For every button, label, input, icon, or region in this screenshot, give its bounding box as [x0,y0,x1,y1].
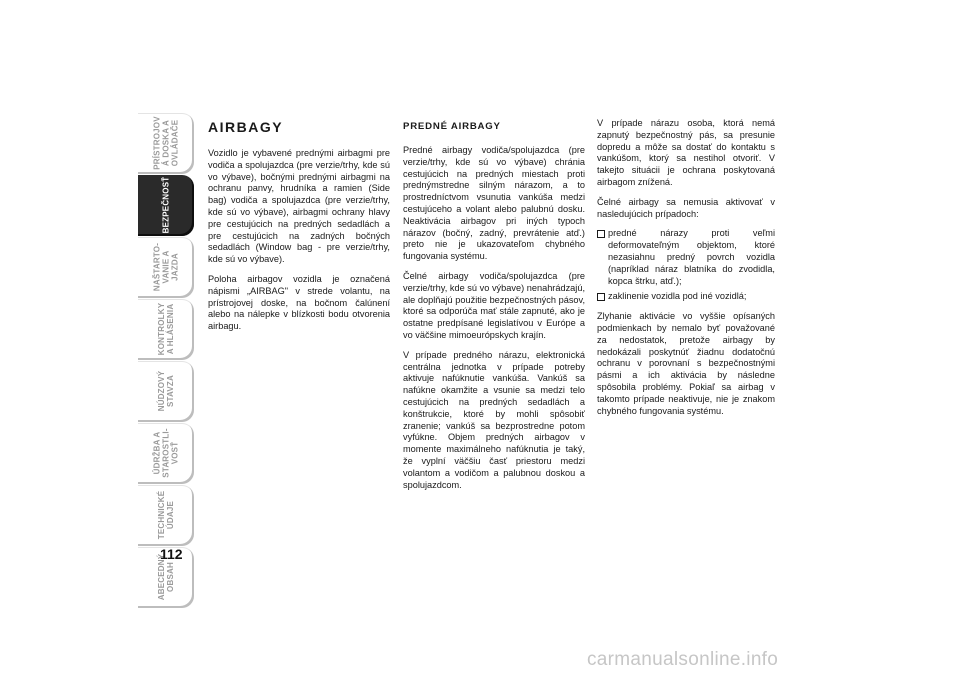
section-tabs [138,113,194,609]
tab-kontrolky[interactable] [138,299,194,360]
watermark: carmanualsonline.info [587,649,779,670]
tab-label: NAŠTARTO- VANIE A JAZDA [152,242,180,292]
section-title: PREDNÉ AIRBAGY [403,121,501,132]
tab-bezpecnost[interactable] [138,175,194,236]
text-column-1 [208,118,390,341]
page-title: AIRBAGY [208,119,284,135]
paragraph: V prípade predného nárazu, elektronická centrálna jednotka v prípade potreby aktivuje nafúknutie vankúša. Vankúš sa nafúkne okamžite a vsunie sa medzi telo cestujúcich na predných sedadlách a konštrukcie, ktoré by mohli spôsobiť zranenie; vankúš sa bezprostredne potom vyfúkne. Objem predných airbagov v momente maximálneho nafúknutia je taký, že vyplní väčšiu časť priestoru medzi volantom a vodičom a palubnou doskou a spolujazdcom. [403,349,585,490]
tab-label: BEZPEČNOSŤ [161,176,171,234]
list-item-text: predné nárazy proti veľmi deformovateľným objektom, ktoré nezasiahnu predný povrch vozidla (napríklad náraz blatníka do zvodidla, kopca štrku, atď.); [608,228,775,286]
list-item-text: zaklinenie vozidla pod iné vozidlá; [608,291,747,302]
tab-pristrojova-doska[interactable] [138,113,194,174]
tab-udrzba[interactable] [138,423,194,484]
text-column-3 [597,118,775,425]
paragraph: Čelné airbagy sa nemusia aktivovať v nasledujúcich prípadoch: [597,196,775,219]
tab-label: ÚDRŽBA A STAROSTLI- VOSŤ [152,428,180,478]
checkbox-bullet-icon [597,293,605,301]
paragraph: Vozidlo je vybavené prednými airbagmi pre vodiča a spolujazdca (pre verzie/trhy, kde sú vo výbave), bočnými prednými airbagmi na ochranu panvy, hrudníka a ramien (Side bag) vodiča a spolujazdca (pre verzie/trhy, kde sú vo výbave), airbagmi ochrany hlavy pre cestujúcich na predných sedadlách a pre cestujúcich na zadných bočných sedadlách (Window bag - pre verzie/trhy, kde sú vo výbave). [208,148,390,265]
list-item [597,228,775,287]
list-item [597,291,775,303]
text-column-2 [403,118,585,499]
page-number: 112 [160,546,183,562]
tab-technicke-udaje[interactable] [138,485,194,546]
tab-nastartovanie[interactable] [138,237,194,298]
paragraph: V prípade nárazu osoba, ktorá nemá zapnutý bezpečnostný pás, sa presunie dopredu a môže sa dostať do kontaktu s vankúšom, ktorý sa nestihol otvoriť. V takejto situácii je ochrana poskytovaná airbagom znížená. [597,118,775,187]
condition-list [597,228,775,303]
paragraph: Čelné airbagy vodiča/spolujazdca (pre verzie/trhy, kde sú vo výbave) nenahrádzajú, ale doplňajú použitie bezpečnostných pásov, ktoré sa odporúča mať stále zapnuté, ako je ostatne predpísané legislatívou v Európe a vo väčšine mimoeurópskych krajín. [403,270,585,340]
tab-nudzovy-stav[interactable] [138,361,194,422]
paragraph: Predné airbagy vodiča/spolujazdca (pre verzie/trhy, kde sú vo výbave) chránia cestujúcich na predných miestach proti prednýmstredne silným nárazom, a to prostredníctvom vsunutia vankúša medzi cestujúceho a volant alebo palubnú dosku. Neaktivácia airbagov pri iných typoch nárazov (bočný, zadný, prevrátenie atď.) preto nie je ukazovateľom chybného fungovania systému. [403,145,585,262]
tab-label: PRÍSTROJOV Á DOSKA A OVLÁDAČE [152,116,180,170]
paragraph: Poloha airbagov vozidla je označená nápismi „AIRBAG" v strede volantu, na prístrojovej doske, na bočnom čalúnení alebo na nálepke v blízkosti bodu otvorenia airbagu. [208,273,390,332]
tab-label: NÚDZOVÝ STAVZA [157,370,175,412]
paragraph: Zlyhanie aktivácie vo vyššie opísaných podmienkach by nemalo byť považované za nedostatok, pretože airbagy by nedokázali poskytnúť žiadnu dodatočnú ochranu v porovnaní s bezpečnostnými pásmi a ich aktivácia by následne spôsobila problémy. Pokiaľ sa airbag v takomto prípade neaktivuje, nie je znakom chybného fungovania systému. [597,311,775,416]
checkbox-bullet-icon [597,230,605,238]
tab-label: KONTROLKY A HLÁSENIA [157,302,175,356]
tab-label: ABECEDNÝ OBSAH [157,553,175,601]
tab-label: TECHNICKÉ ÚDAJE [157,490,175,540]
